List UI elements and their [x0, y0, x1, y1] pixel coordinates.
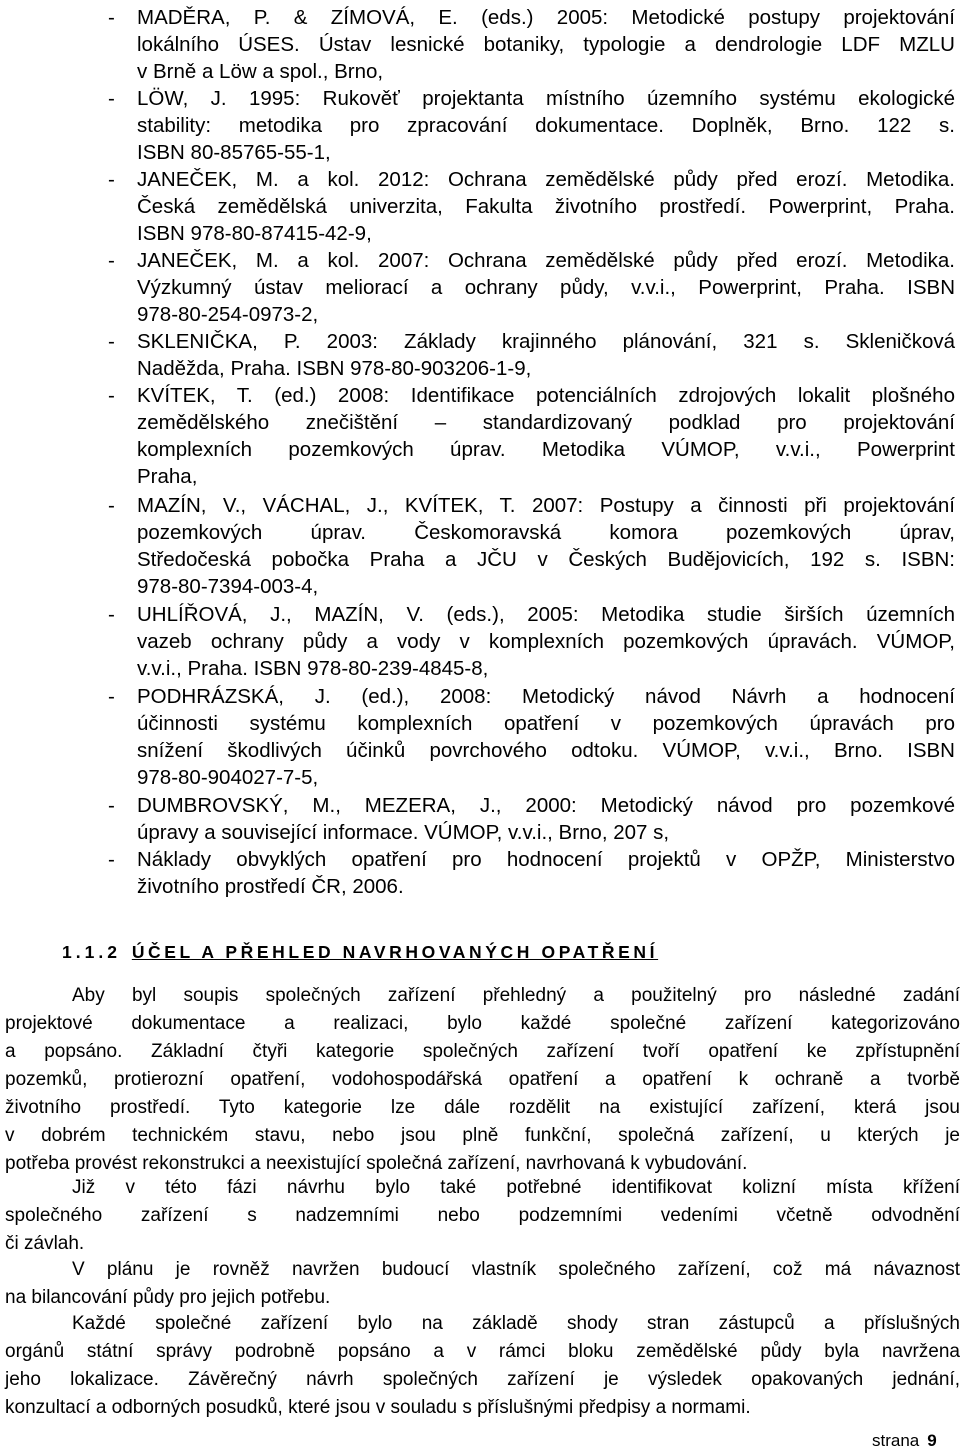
paragraph-line: potřeba provést rekonstrukci a neexistující společná zařízení, navrhovaná k vybudování. [5, 1153, 748, 1174]
reference-line: pozemkových úprav. Českomoravská komora pozemkových úprav, [137, 521, 955, 544]
reference-line: účinnosti systému komplexních opatření v pozemkových úpravách pro [137, 712, 955, 735]
paragraph-line: projektové dokumentace a realizaci, bylo každé společné zařízení kategorizováno [5, 1013, 960, 1034]
paragraph-line: Již v této fázi návrhu bylo také potřebné identifikovat kolizní místa křížení [72, 1177, 960, 1198]
reference-line: Výzkumný ústav meliorací a ochrany půdy, v.v.i., Powerprint, Praha. ISBN [137, 276, 955, 299]
reference-line: snížení škodlivých účinků povrchového odtoku. VÚMOP, v.v.i., Brno. ISBN [137, 739, 955, 762]
reference-line: LÖW, J. 1995: Rukověť projektanta místního územního systému ekologické [137, 87, 955, 110]
paragraph-line: orgánů státní správy podrobně popsáno a v rámci bloku zemědělské půdy byla navržena [5, 1341, 960, 1362]
list-dash: - [108, 603, 115, 626]
reference-line: SKLENIČKA, P. 2003: Základy krajinného plánování, 321 s. Skleničková [137, 330, 955, 353]
section-number: 1.1.2 [62, 942, 121, 962]
reference-line: DUMBROVSKÝ, M., MEZERA, J., 2000: Metodický návod pro pozemkové [137, 794, 955, 817]
paragraph-line: jeho lokalizace. Závěrečný návrh společných zařízení je výsledek opakovaných jednání, [5, 1369, 960, 1390]
paragraph-line: na bilancování půdy pro jejich potřebu. [5, 1287, 331, 1308]
reference-line: vazeb ochrany půdy a vody v komplexních pozemkových úpravách. VÚMOP, [137, 630, 955, 653]
reference-line: KVÍTEK, T. (ed.) 2008: Identifikace potenciálních zdrojových lokalit plošného [137, 384, 955, 407]
paragraph-line: a popsáno. Základní čtyři kategorie společných zařízení tvoří opatření ke zpřístupnění [5, 1041, 960, 1062]
reference-line: 978-80-254-0973-2, [137, 303, 319, 326]
reference-line: ISBN 978-80-87415-42-9, [137, 222, 372, 245]
page-footer [872, 1429, 937, 1453]
footer-label: strana [872, 1431, 920, 1450]
reference-line: Praha, [137, 465, 198, 488]
list-dash: - [108, 87, 115, 110]
reference-line: životního prostředí ČR, 2006. [137, 875, 404, 898]
reference-line: Česká zemědělská univerzita, Fakulta životního prostředí. Powerprint, Praha. [137, 195, 955, 218]
paragraph-line: v dobrém technickém stavu, nebo jsou plně funkční, společná zařízení, u kterých je [5, 1125, 960, 1146]
reference-line: lokálního ÚSES. Ústav lesnické botaniky, typologie a dendrologie LDF MZLU [137, 33, 955, 56]
paragraph-line: společného zařízení s nadzemními nebo podzemními vedeními včetně odvodnění [5, 1205, 960, 1226]
reference-line: stability: metodika pro zpracování dokumentace. Doplněk, Brno. 122 s. [137, 114, 955, 137]
section-title: ÚČEL A PŘEHLED NAVRHOVANÝCH OPATŘENÍ [131, 942, 659, 962]
list-dash: - [108, 685, 115, 708]
reference-line: Naděžda, Praha. ISBN 978-80-903206-1-9, [137, 357, 532, 380]
reference-line: komplexních pozemkových úprav. Metodika VÚMOP, v.v.i., Powerprint [137, 438, 955, 461]
paragraph-line: konzultací a odborných posudků, které jsou v souladu s příslušnými předpisy a normami. [5, 1397, 751, 1418]
reference-line: UHLÍŘOVÁ, J., MAZÍN, V. (eds.), 2005: Metodika studie širších územních [137, 603, 955, 626]
list-dash: - [108, 794, 115, 817]
reference-line: úpravy a související informace. VÚMOP, v.v.i., Brno, 207 s, [137, 821, 670, 844]
paragraph-line: Aby byl soupis společných zařízení přehledný a použitelný pro následné zadání [72, 985, 960, 1006]
list-dash: - [108, 848, 115, 871]
reference-line: MAZÍN, V., VÁCHAL, J., KVÍTEK, T. 2007: Postupy a činnosti při projektování [137, 494, 955, 517]
reference-line: Náklady obvyklých opatření pro hodnocení projektů v OPŽP, Ministerstvo [137, 848, 955, 871]
reference-line: v.v.i., Praha. ISBN 978-80-239-4845-8, [137, 657, 489, 680]
list-dash: - [108, 249, 115, 272]
section-heading [62, 937, 960, 967]
list-dash: - [108, 330, 115, 353]
reference-line: JANEČEK, M. a kol. 2012: Ochrana zemědělské půdy před erozí. Metodika. [137, 168, 955, 191]
reference-line: JANEČEK, M. a kol. 2007: Ochrana zemědělské půdy před erozí. Metodika. [137, 249, 955, 272]
reference-line: v Brně a Löw a spol., Brno, [137, 60, 384, 83]
reference-line: MADĚRA, P. & ZÍMOVÁ, E. (eds.) 2005: Metodické postupy projektování [137, 6, 955, 29]
reference-line: Středočeská pobočka Praha a JČU v Českých Budějovicích, 192 s. ISBN: [137, 548, 955, 571]
reference-line: zemědělského znečištění – standardizovaný podklad pro projektování [137, 411, 955, 434]
reference-line: 978-80-7394-003-4, [137, 575, 319, 598]
list-dash: - [108, 494, 115, 517]
paragraph-line: či závlah. [5, 1233, 85, 1254]
list-dash: - [108, 6, 115, 29]
paragraph-line: Každé společné zařízení bylo na základě shody stran zástupců a příslušných [72, 1313, 960, 1334]
paragraph-line: pozemků, protierozní opatření, vodohospodářská opatření a opatření k ochraně a tvorbě [5, 1069, 960, 1090]
paragraph-line: životního prostředí. Tyto kategorie lze dále rozdělit na existující zařízení, která jsou [5, 1097, 960, 1118]
paragraph-line: V plánu je rovněž navržen budoucí vlastník společného zařízení, což má návaznost [72, 1259, 960, 1280]
page-number: 9 [927, 1431, 937, 1450]
list-dash: - [108, 384, 115, 407]
list-dash: - [108, 168, 115, 191]
reference-line: PODHRÁZSKÁ, J. (ed.), 2008: Metodický návod Návrh a hodnocení [137, 685, 955, 708]
reference-line: 978-80-904027-7-5, [137, 766, 319, 789]
reference-line: ISBN 80-85765-55-1, [137, 141, 331, 164]
